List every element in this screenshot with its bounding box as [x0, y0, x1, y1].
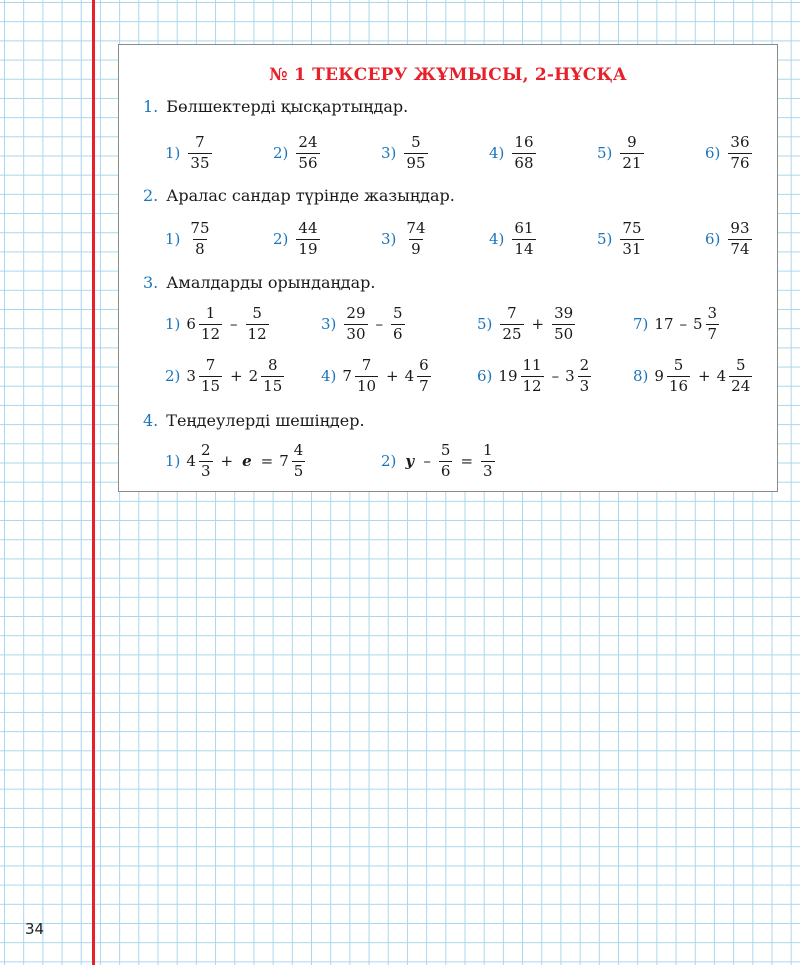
- fraction: $\frac{75}{8}$: [190, 219, 210, 258]
- task-3-item-8: 8) 9 $\frac{5}{16}$ + 4 $\frac{5}{24}$: [633, 356, 751, 395]
- variable: е: [242, 452, 252, 471]
- fraction: $\frac{61}{14}$: [514, 219, 534, 258]
- fraction: $\frac{2}{3}$: [579, 356, 590, 395]
- task-2: [143, 186, 455, 205]
- fraction: $\frac{5}{6}$: [440, 441, 451, 480]
- task-4-item-1: 1) 4 $\frac{2}{3}$ + е = 7 $\frac{4}{5}$: [165, 441, 304, 480]
- fraction: $\frac{7}{15}$: [200, 356, 221, 395]
- fraction: $\frac{8}{15}$: [263, 356, 283, 395]
- task-1-item-3: 3) $\frac{5}{95}$: [381, 133, 426, 172]
- task-2-item-5: 5) $\frac{75}{31}$: [597, 219, 642, 258]
- task-1-item-4: 4) $\frac{16}{68}$: [489, 133, 534, 172]
- fraction: $\frac{24}{56}$: [298, 133, 318, 172]
- fraction: $\frac{1}{3}$: [483, 441, 493, 480]
- red-margin-line: [92, 0, 95, 965]
- task-3-item-4: 4) 7 $\frac{7}{10}$ + 4 $\frac{6}{7}$: [321, 356, 429, 395]
- task-text: Аралас сандар түрінде жазыңдар.: [166, 186, 455, 205]
- fraction: $\frac{44}{19}$: [298, 219, 318, 258]
- task-4-item-2: 2) у – $\frac{5}{6}$ = $\frac{1}{3}$: [381, 441, 493, 480]
- task-number: 2.: [143, 186, 159, 205]
- page-number: 34: [25, 920, 45, 938]
- task-1: [143, 97, 408, 116]
- test-panel: [118, 44, 778, 492]
- task-2-item-3: 3) $\frac{74}{9}$: [381, 219, 426, 258]
- fraction: $\frac{5}{95}$: [406, 133, 426, 172]
- fraction: $\frac{6}{7}$: [419, 356, 429, 395]
- task-3: [143, 273, 375, 292]
- task-3-item-1: 1) 6 $\frac{1}{12}$ – $\frac{5}{12}$: [165, 304, 267, 343]
- task-number: 1.: [143, 97, 159, 116]
- fraction: $\frac{2}{3}$: [200, 441, 211, 480]
- task-2-item-4: 4) $\frac{61}{14}$: [489, 219, 534, 258]
- task-number: 4.: [143, 411, 159, 430]
- fraction: $\frac{5}{12}$: [247, 304, 267, 343]
- fraction: $\frac{5}{16}$: [668, 356, 689, 395]
- task-text: Теңдеулерді шешіңдер.: [166, 411, 365, 430]
- fraction: $\frac{7}{25}$: [502, 304, 522, 343]
- fraction: $\frac{11}{12}$: [522, 356, 542, 395]
- task-3-item-6: 6) 19 $\frac{11}{12}$ – 3 $\frac{2}{3}$: [477, 356, 590, 395]
- fraction: $\frac{7}{35}$: [190, 133, 210, 172]
- fraction: $\frac{3}{7}$: [707, 304, 718, 343]
- task-text: Бөлшектерді қысқартыңдар.: [166, 97, 409, 116]
- task-3-item-2: 2) 3 $\frac{7}{15}$ + 2 $\frac{8}{15}$: [165, 356, 283, 395]
- task-number: 3.: [143, 273, 159, 292]
- fraction: $\frac{9}{21}$: [622, 133, 642, 172]
- test-title: № 1 ТЕКСЕРУ ЖҰМЫСЫ, 2-НҰСҚА: [269, 65, 627, 85]
- fraction: $\frac{5}{6}$: [393, 304, 403, 343]
- task-3-item-3: 3) $\frac{29}{30}$ – $\frac{5}{6}$: [321, 304, 403, 343]
- fraction: $\frac{75}{31}$: [622, 219, 642, 258]
- task-1-item-5: 5) $\frac{9}{21}$: [597, 133, 642, 172]
- fraction: $\frac{16}{68}$: [514, 133, 534, 172]
- task-2-item-1: 1) $\frac{75}{8}$: [165, 219, 210, 258]
- task-3-item-7: 7) 17 – 5 $\frac{3}{7}$: [633, 304, 718, 343]
- task-4: [143, 411, 365, 430]
- task-text: Амалдарды орындаңдар.: [166, 273, 376, 292]
- variable: у: [405, 452, 415, 471]
- fraction: $\frac{7}{10}$: [356, 356, 377, 395]
- task-1-item-2: 2) $\frac{24}{56}$: [273, 133, 318, 172]
- fraction: $\frac{36}{76}$: [730, 133, 750, 172]
- task-1-item-6: 6) $\frac{36}{76}$: [705, 133, 750, 172]
- task-2-item-6: 6) $\frac{93}{74}$: [705, 219, 750, 258]
- fraction: $\frac{1}{12}$: [200, 304, 221, 343]
- fraction: $\frac{5}{24}$: [731, 356, 751, 395]
- fraction: $\frac{39}{50}$: [554, 304, 574, 343]
- fraction: $\frac{74}{9}$: [406, 219, 426, 258]
- task-2-item-2: 2) $\frac{44}{19}$: [273, 219, 318, 258]
- task-1-item-1: 1) $\frac{7}{35}$: [165, 133, 210, 172]
- fraction: $\frac{29}{30}$: [346, 304, 366, 343]
- fraction: $\frac{93}{74}$: [730, 219, 750, 258]
- fraction: $\frac{4}{5}$: [293, 441, 304, 480]
- task-3-item-5: 5) $\frac{7}{25}$ + $\frac{39}{50}$: [477, 304, 574, 343]
